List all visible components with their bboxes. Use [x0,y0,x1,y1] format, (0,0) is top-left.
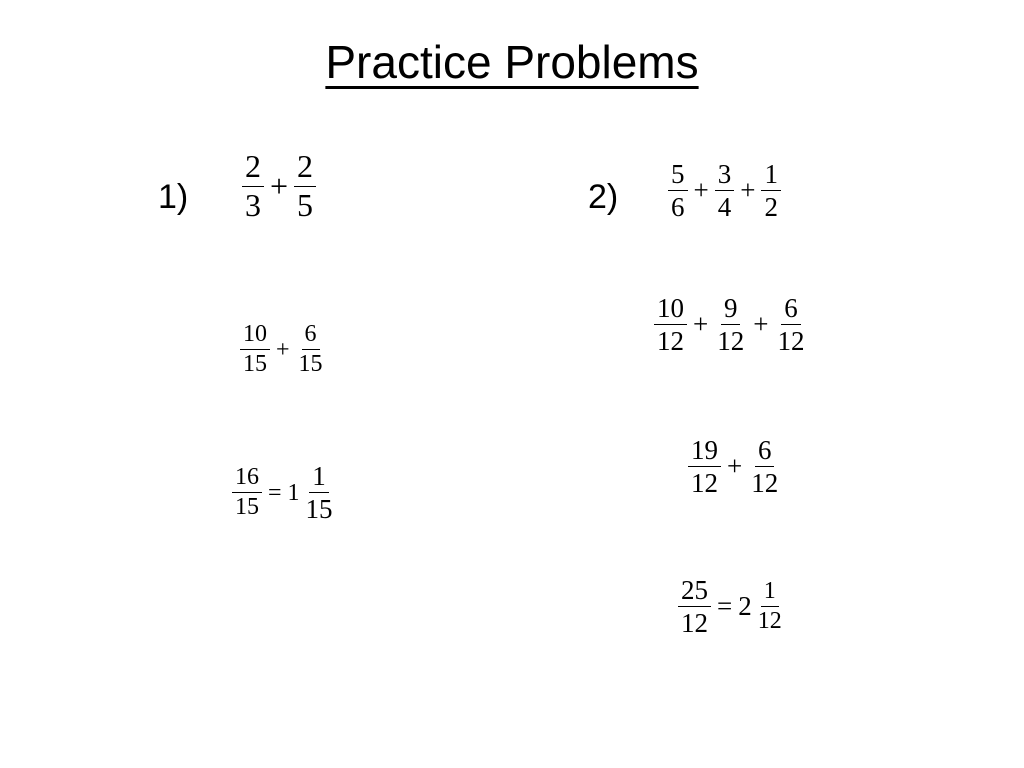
denominator: 12 [757,608,782,635]
operator: + [693,309,709,340]
whole-number: 1 [287,479,300,506]
fraction [686,436,723,498]
numerator: 1 [761,160,781,191]
fraction [301,462,338,524]
numerator: 16 [232,465,262,493]
denominator: 3 [245,186,261,223]
numerator: 6 [781,294,801,325]
problem-1-step-2 [238,322,328,377]
problem-1-label: 1) [158,178,189,216]
problem-2-label: 2) [588,178,619,216]
numerator: 10 [240,322,270,350]
operator: + [270,168,289,205]
fraction [652,294,689,356]
fraction [676,576,713,638]
numerator: 10 [654,294,687,325]
denominator: 15 [298,351,323,378]
fraction [666,160,690,222]
fraction [238,322,272,377]
operator: + [276,336,290,363]
numerator: 1 [761,579,779,607]
page-title-text: Practice Problems [325,36,699,88]
fraction [294,322,328,377]
numerator: 2 [242,150,264,187]
problem-2-step-2 [652,294,809,356]
denominator: 12 [657,326,684,357]
fraction [759,160,783,222]
denominator: 12 [681,608,708,639]
fraction [772,294,809,356]
numerator: 25 [678,576,711,607]
fraction [240,150,266,222]
denominator: 15 [235,494,259,521]
denominator: 15 [243,351,267,378]
numerator: 5 [668,160,688,191]
whole-number: 2 [738,591,752,622]
denominator: 6 [671,192,685,223]
denominator: 12 [691,468,718,499]
fraction [746,436,783,498]
fraction [712,294,749,356]
denominator: 12 [717,326,745,357]
denominator: 5 [297,186,314,223]
numerator: 1 [309,462,329,493]
numerator: 6 [755,436,775,467]
numerator: 3 [715,160,735,191]
numerator: 6 [302,322,320,350]
operator: = [717,591,733,622]
fraction [713,160,737,222]
numerator: 9 [721,294,741,325]
fraction [753,579,787,634]
fraction [230,465,264,520]
operator: + [753,309,769,340]
denominator: 4 [717,192,732,223]
denominator: 15 [305,494,333,525]
operator: + [693,175,709,206]
problem-2-step-4 [676,576,787,638]
page-title [0,36,1024,89]
problem-2-step-1 [666,160,783,222]
problem-1-step-1 [240,150,318,222]
denominator: 12 [777,326,805,357]
operator: + [727,451,743,482]
problem-1-step-3 [230,462,338,524]
operator: = [268,479,282,506]
operator: + [740,175,756,206]
fraction [292,150,318,222]
problem-2-step-3 [686,436,783,498]
numerator: 2 [294,150,316,187]
denominator: 12 [751,468,779,499]
numerator: 19 [688,436,721,467]
denominator: 2 [764,192,778,223]
